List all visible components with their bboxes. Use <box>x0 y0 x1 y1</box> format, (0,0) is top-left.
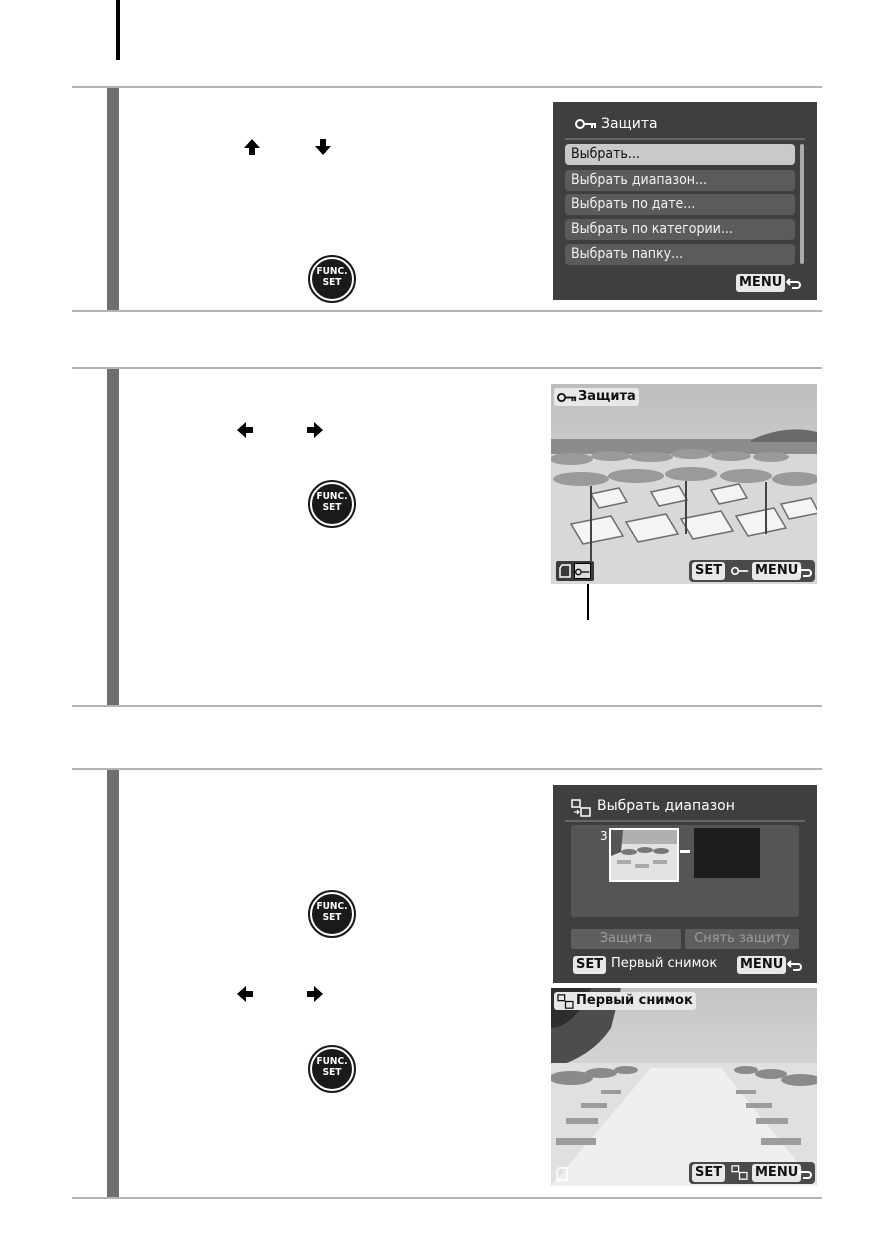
unprotect-button[interactable]: Снять защиту <box>685 929 799 949</box>
arrow-left-icon <box>236 985 254 1003</box>
return-icon <box>786 275 802 291</box>
select-range-screen <box>553 785 817 983</box>
return-icon <box>797 563 813 579</box>
arrow-left-icon <box>236 421 254 439</box>
arrow-right-icon <box>306 421 324 439</box>
func-set-icon: FUNC. SET <box>309 256 355 302</box>
arrow-down-icon <box>314 138 332 156</box>
rule <box>72 86 822 88</box>
set-hint: Первый снимок <box>611 956 718 971</box>
first-image-number: 3 <box>600 829 608 843</box>
beach-photo <box>551 384 817 584</box>
card-icon <box>559 564 571 578</box>
range-icon <box>557 994 574 1009</box>
rule <box>72 705 822 707</box>
menu-title: Защита <box>601 116 658 132</box>
menu-button-label: MENU <box>752 1164 801 1182</box>
screen-title: Выбрать диапазон <box>597 798 735 814</box>
set-button-label: SET <box>692 562 725 580</box>
return-icon <box>797 1165 813 1181</box>
scrollbar[interactable] <box>800 144 804 264</box>
callout-line <box>587 584 589 620</box>
protect-button[interactable]: Защита <box>571 929 681 949</box>
menu-item-select-by-category[interactable]: Выбрать по категории... <box>565 219 795 240</box>
rule <box>72 1197 822 1199</box>
header-mark <box>116 0 120 60</box>
step-bar <box>107 88 119 310</box>
protected-key-icon <box>574 563 591 579</box>
first-image-screen <box>551 988 817 1186</box>
screen-title: Первый снимок <box>554 992 696 1010</box>
menu-item-select-range[interactable]: Выбрать диапазон... <box>565 170 795 191</box>
func-set-icon: FUNC. SET <box>309 481 355 527</box>
card-icon <box>556 1166 568 1182</box>
menu-button-label: MENU <box>736 274 785 292</box>
protect-photo-screen <box>551 384 817 584</box>
step-bar <box>107 770 119 1197</box>
menu-item-select[interactable]: Выбрать... <box>565 144 795 165</box>
set-button-label: SET <box>692 1164 725 1182</box>
arrow-right-icon <box>306 985 324 1003</box>
key-icon <box>575 118 597 130</box>
bottom-left-indicator <box>556 561 594 581</box>
range-dash <box>680 850 690 853</box>
func-set-icon: FUNC. SET <box>309 891 355 937</box>
menu-button-label: MENU <box>737 956 786 974</box>
divider <box>565 820 805 822</box>
bottom-button-bar <box>689 1162 815 1184</box>
bottom-button-bar <box>689 560 815 582</box>
rule <box>72 768 822 770</box>
range-icon <box>731 1165 748 1180</box>
screen-title: Защита <box>554 388 639 406</box>
range-icon <box>571 799 591 817</box>
return-icon <box>787 957 803 973</box>
first-image-thumb <box>609 828 679 882</box>
menu-item-select-folder[interactable]: Выбрать папку... <box>565 244 795 265</box>
func-set-icon: FUNC. SET <box>309 1046 355 1092</box>
set-button-label: SET <box>573 956 606 974</box>
key-icon <box>731 566 749 576</box>
step-bar <box>107 369 119 705</box>
menu-button-label: MENU <box>752 562 801 580</box>
menu-item-select-by-date[interactable]: Выбрать по дате... <box>565 194 795 215</box>
beach-photo <box>551 988 817 1186</box>
divider <box>565 138 805 140</box>
key-icon <box>557 392 577 403</box>
rule <box>72 367 822 369</box>
rule <box>72 310 822 312</box>
protect-menu-screen <box>553 102 817 300</box>
last-image-slot <box>694 828 760 878</box>
arrow-up-icon <box>243 138 261 156</box>
